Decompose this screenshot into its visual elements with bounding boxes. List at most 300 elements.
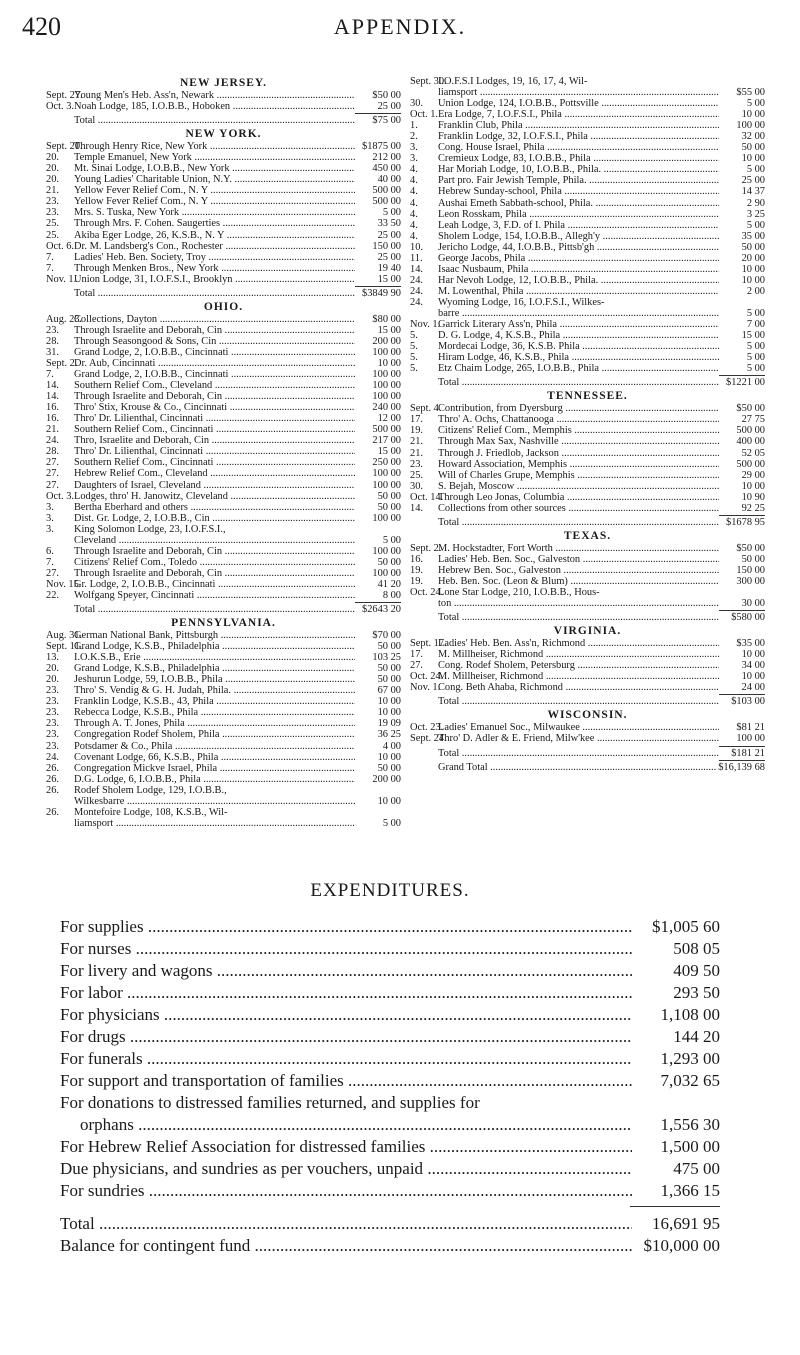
entry-description: S. Bejah, Moscow ..... xyxy=(438,481,719,492)
ledger-row xyxy=(410,198,765,209)
ledger-row xyxy=(410,297,765,308)
ledger-row xyxy=(46,446,401,457)
entry-amount: 25 00 xyxy=(377,251,401,263)
ledger-row xyxy=(46,535,401,546)
entry-description: Congregation Mickve Israel, Phila ..... xyxy=(74,763,355,774)
entry-date: 21. xyxy=(410,436,423,448)
ledger-row xyxy=(410,209,765,220)
section-heading: TEXAS. xyxy=(563,529,612,542)
entry-date: 4. xyxy=(410,208,418,220)
expenditure-label: For labor ..... xyxy=(60,982,632,1004)
grand-total-row xyxy=(438,762,765,773)
ledger-row xyxy=(410,352,765,363)
entry-date: 23. xyxy=(46,740,59,752)
entry-description: Through Menken Bros., New York ..... xyxy=(74,263,355,274)
expenditure-amount: 7,032 65 xyxy=(660,1071,720,1090)
ledger-row xyxy=(46,491,401,502)
entry-date: 7. xyxy=(46,556,54,568)
entry-amount: $70 00 xyxy=(372,630,401,642)
entry-date: 7. xyxy=(46,262,54,274)
entry-description: German National Bank, Pittsburgh ..... xyxy=(74,630,355,641)
ledger-row xyxy=(46,763,401,774)
expenditure-label: Due physicians, and sundries as per vouchers, unpaid ..... xyxy=(60,1158,632,1180)
section-total-row xyxy=(74,115,401,126)
entry-description: Leon Rosskam, Phila ..... xyxy=(438,209,719,220)
expenditure-label: For funerals ..... xyxy=(60,1048,632,1070)
entry-date: 23. xyxy=(410,458,423,470)
entry-amount: 100 00 xyxy=(736,120,765,132)
ledger-row xyxy=(46,435,401,446)
ledger-row xyxy=(410,341,765,352)
entry-date: Nov. 1. xyxy=(46,273,77,285)
entry-amount: 10 00 xyxy=(377,696,401,708)
entry-amount: 15 00 xyxy=(377,273,401,285)
state-section xyxy=(410,389,765,528)
ledger-row xyxy=(410,722,765,733)
ledger-row xyxy=(410,98,765,109)
ledger-row xyxy=(46,196,401,207)
entry-date: 23. xyxy=(46,207,59,219)
entry-date: 27. xyxy=(410,660,423,672)
entry-amount: 5 00 xyxy=(746,307,765,319)
entry-date: 6. xyxy=(46,545,54,557)
section-heading: NEW YORK. xyxy=(185,128,262,141)
total-label: Total ..... xyxy=(438,696,719,707)
ledger-row xyxy=(410,649,765,660)
entry-description: Aushai Emeth Sabbath-school, Phila. ..... xyxy=(438,198,719,209)
ledger-row xyxy=(46,630,401,641)
entry-amount: 5 00 xyxy=(746,363,765,375)
entry-amount: 500 00 xyxy=(372,196,401,208)
entry-amount: 24 00 xyxy=(741,682,765,694)
entry-amount: 52 05 xyxy=(741,447,765,459)
entry-amount: 10 00 xyxy=(741,671,765,683)
expenditure-row xyxy=(60,1180,720,1202)
entry-date: 30. xyxy=(410,98,423,110)
entry-date: 27. xyxy=(46,479,59,491)
entry-date: 24. xyxy=(410,274,423,286)
ledger-row xyxy=(410,153,765,164)
entry-description: Rodef Sholem Lodge, 129, I.O.B.B., xyxy=(74,784,227,796)
entry-description: Howard Association, Memphis ..... xyxy=(438,459,719,470)
ledger-row xyxy=(410,470,765,481)
entry-description: D.G. Lodge, 6, I.O.B.B., Phila ..... xyxy=(74,774,355,785)
entry-description: Wolfgang Speyer, Cincinnati ..... xyxy=(74,590,355,601)
entry-date: Oct. 24. xyxy=(410,671,444,683)
entry-date: 7. xyxy=(46,251,54,263)
entry-description: Daughters of Israel, Cleveland ..... xyxy=(74,480,355,491)
entry-amount: 5 00 xyxy=(746,98,765,110)
entry-date: 17. xyxy=(410,649,423,661)
entry-amount: 10 00 xyxy=(741,274,765,286)
expenditure-row xyxy=(60,1114,720,1136)
entry-amount: 33 50 xyxy=(377,218,401,230)
entry-description: Through Seasongood & Sons, Cin ..... xyxy=(74,336,355,347)
entry-description: Har Moriah Lodge, 10, I.O.B.B., Phila. ..... xyxy=(438,164,719,175)
entry-date: Aug. 31. xyxy=(46,630,83,642)
grand-total-amount: $16,139 68 xyxy=(718,761,765,773)
expenditure-label: For Hebrew Relief Association for distressed families ..... xyxy=(60,1136,632,1158)
entry-description: Rebecca Lodge, K.S.B., Phila ..... xyxy=(74,707,355,718)
expenditure-row xyxy=(60,1070,720,1092)
entry-date: 27. xyxy=(46,457,59,469)
entry-description: Citizens' Relief Com., Toledo ..... xyxy=(74,557,355,568)
entry-date: 3. xyxy=(46,523,54,535)
entry-date: 20. xyxy=(46,174,59,186)
ledger-row xyxy=(410,436,765,447)
entry-date: 16. xyxy=(410,553,423,565)
entry-date: 24. xyxy=(410,296,423,308)
ledger-row xyxy=(46,325,401,336)
expenditure-label: For physicians ..... xyxy=(60,1004,632,1026)
entry-date: Sept. 2. xyxy=(410,542,442,554)
entry-amount: 300 00 xyxy=(736,575,765,587)
ledger-row xyxy=(410,175,765,186)
entry-description: Thro' Dr. Lilienthal, Cincinnati ..... xyxy=(74,413,355,424)
expenditures-rule xyxy=(60,1202,720,1213)
entry-amount: 50 00 xyxy=(741,553,765,565)
entry-amount: 14 37 xyxy=(741,186,765,198)
entry-date: 23. xyxy=(46,324,59,336)
entry-date: 13. xyxy=(46,652,59,664)
entry-description: Hebrew Sunday-school, Phila ..... xyxy=(438,186,719,197)
entry-description: Through Israelite and Deborah, Cin ..... xyxy=(74,546,355,557)
ledger-row xyxy=(46,274,401,285)
entry-description: Franklin Lodge, K.S.B., 43, Phila ..... xyxy=(74,696,355,707)
entry-description: Citizens' Relief Com., Memphis ..... xyxy=(438,425,719,436)
page-number: 420 xyxy=(22,12,61,41)
entry-date: Oct. 24. xyxy=(410,587,444,599)
entry-amount: $50 00 xyxy=(736,542,765,554)
entry-amount: 50 00 xyxy=(377,674,401,686)
entry-amount: 32 00 xyxy=(741,131,765,143)
entry-date: Oct. 3. xyxy=(46,101,74,113)
ledger-row xyxy=(410,682,765,693)
expenditure-amount: 144 20 xyxy=(673,1027,720,1046)
ledger-row xyxy=(46,207,401,218)
entry-description: Garrick Literary Ass'n, Phila ..... xyxy=(438,319,719,330)
expenditure-row xyxy=(60,1026,720,1048)
entry-amount: 500 00 xyxy=(736,458,765,470)
entry-amount: 10 00 xyxy=(741,480,765,492)
entry-date: 4. xyxy=(410,186,418,198)
entry-description: Noah Lodge, 185, I.O.B.B., Hoboken ..... xyxy=(74,101,355,112)
entry-date: 19. xyxy=(410,575,423,587)
entry-amount: 150 00 xyxy=(372,240,401,252)
entry-date: 20. xyxy=(46,152,59,164)
entry-amount: 10 90 xyxy=(741,491,765,503)
ledger-row xyxy=(46,696,401,707)
state-section xyxy=(46,127,401,299)
entry-description: Young Ladies' Charitable Union, N.Y. ..... xyxy=(74,174,355,185)
entry-date: Nov. 1. xyxy=(410,682,441,694)
ledger-row xyxy=(410,186,765,197)
entry-description: Franklin Club, Phila ..... xyxy=(438,120,719,131)
entry-description: Grand Lodge, K.S.B., Philadelphia ..... xyxy=(74,641,355,652)
ledger-row xyxy=(410,503,765,514)
section-total-row xyxy=(438,612,765,623)
ledger-row xyxy=(46,546,401,557)
entry-amount: 50 00 xyxy=(377,490,401,502)
balance-amount: $10,000 00 xyxy=(643,1236,720,1255)
ledger-row xyxy=(410,120,765,131)
ledger-row xyxy=(46,241,401,252)
ledger-row xyxy=(46,263,401,274)
entry-description: Hebrew Relief Com., Cleveland ..... xyxy=(74,468,355,479)
expenditures-list xyxy=(60,916,720,1257)
entry-amount: 41 20 xyxy=(377,578,401,590)
entry-date: 2. xyxy=(410,131,418,143)
entry-date: 28. xyxy=(46,446,59,458)
entry-date: 26. xyxy=(46,773,59,785)
ledger-row xyxy=(46,524,401,535)
ledger-row xyxy=(410,554,765,565)
ledger-row xyxy=(410,142,765,153)
entry-description: Jericho Lodge, 44, I.O.B.B., Pittsb'gh ..... xyxy=(438,242,719,253)
entry-date: 1. xyxy=(410,120,418,132)
entry-date: 20. xyxy=(46,663,59,675)
ledger-row xyxy=(410,220,765,231)
entry-description: Cong. Rodef Sholem, Petersburg ..... xyxy=(438,660,719,671)
entry-description: Through Max Sax, Nashville ..... xyxy=(438,436,719,447)
entry-amount: 5 00 xyxy=(746,341,765,353)
entry-date: 30. xyxy=(410,480,423,492)
ledger-row xyxy=(46,336,401,347)
expenditure-label: For livery and wagons ..... xyxy=(60,960,632,982)
entry-description: Mordecai Lodge, 36, K.S.B. Phila ..... xyxy=(438,341,719,352)
ledger-row xyxy=(46,402,401,413)
ledger-row xyxy=(410,87,765,98)
expenditures-heading: EXPENDITURES. xyxy=(310,880,470,901)
entry-description: Etz Chaim Lodge, 265, I.O.B.B., Phila ..... xyxy=(438,363,719,374)
entry-date: Sept. 11. xyxy=(46,641,83,653)
entry-description: Lodges, thro' H. Janowitz, Cleveland ..... xyxy=(74,491,355,502)
entry-description: Cong. House Israel, Phila ..... xyxy=(438,142,719,153)
entry-description: Hebrew Ben. Soc., Galveston ..... xyxy=(438,565,719,576)
entry-amount: 30 00 xyxy=(741,598,765,610)
expenditure-amount: 293 50 xyxy=(673,983,720,1002)
ledger-row xyxy=(410,598,765,609)
entry-date: 31. xyxy=(46,346,59,358)
entry-description: Thro, Israelite and Deborah, Cin ..... xyxy=(74,435,355,446)
ledger-row xyxy=(410,231,765,242)
expenditure-row xyxy=(60,1136,720,1158)
entry-date: 3. xyxy=(410,153,418,165)
ledger-row xyxy=(410,109,765,120)
entry-amount: 500 00 xyxy=(736,425,765,437)
expenditure-row xyxy=(60,1092,720,1114)
page-header xyxy=(0,12,800,52)
entry-amount: 8 00 xyxy=(382,589,401,601)
section-heading: PENNSYLVANIA. xyxy=(171,617,276,630)
state-section xyxy=(410,76,765,388)
entry-description: Grand Lodge, K.S.B., Philadelphia ..... xyxy=(74,663,355,674)
entry-description: Dr. M. Landsberg's Con., Rochester ..... xyxy=(74,241,355,252)
entry-amount: 7 00 xyxy=(746,319,765,331)
ledger-row xyxy=(46,90,401,101)
ledger-row xyxy=(46,741,401,752)
entry-description: Isaac Nusbaum, Phila ..... xyxy=(438,264,719,275)
ledger-row xyxy=(46,685,401,696)
ledger-row xyxy=(410,242,765,253)
ledger-row xyxy=(410,275,765,286)
entry-description: Cremieux Lodge, 83, I.O.B.B., Phila ..... xyxy=(438,153,719,164)
entry-amount: 25 00 xyxy=(377,101,401,113)
entry-date: 21. xyxy=(46,185,59,197)
entry-amount: 200 00 xyxy=(372,773,401,785)
ledger-row xyxy=(46,468,401,479)
entry-description: Hiram Lodge, 46, K.S.B., Phila ..... xyxy=(438,352,719,363)
ledger-row xyxy=(410,733,765,744)
entry-amount: 25 00 xyxy=(377,229,401,241)
entry-amount: 240 00 xyxy=(372,402,401,414)
entry-date: 27. xyxy=(46,567,59,579)
entry-amount: 100 00 xyxy=(372,391,401,403)
entry-date: 27. xyxy=(46,468,59,480)
entry-amount: 2 90 xyxy=(746,197,765,209)
entry-description: Franklin Lodge, 32, I.O.F.S.I., Phila ..... xyxy=(438,131,719,142)
entry-date: 19. xyxy=(410,425,423,437)
entry-amount: 150 00 xyxy=(736,564,765,576)
expenditures-total-amount: 16,691 95 xyxy=(652,1214,720,1233)
entry-date: 26. xyxy=(46,806,59,818)
entry-description: Collections from other sources ..... xyxy=(438,503,719,514)
entry-description: Sholem Lodge, 154, I.O.B.B., Allegh'y ..... xyxy=(438,231,719,242)
entry-date: 23. xyxy=(46,718,59,730)
expenditure-label: For sundries ..... xyxy=(60,1180,632,1202)
entry-date: 25. xyxy=(46,229,59,241)
expenditure-amount: 1,366 15 xyxy=(660,1181,720,1200)
expenditure-row xyxy=(60,938,720,960)
entry-amount: 50 00 xyxy=(741,241,765,253)
ledger-row xyxy=(46,101,401,112)
ledger-row xyxy=(46,358,401,369)
entry-amount: 100 00 xyxy=(372,479,401,491)
entry-description: liamsport ..... xyxy=(438,87,719,98)
entry-description: Wilkesbarre ..... xyxy=(74,796,355,807)
entry-description: Temple Emanuel, New York ..... xyxy=(74,152,355,163)
entry-amount: 100 00 xyxy=(736,733,765,745)
ledger-row xyxy=(410,330,765,341)
entry-amount: 10 00 xyxy=(741,109,765,121)
expenditure-label: For support and transportation of families ..... xyxy=(60,1070,632,1092)
state-section xyxy=(46,76,401,126)
entry-date: Sept. 4. xyxy=(410,403,442,415)
entry-amount: 50 00 xyxy=(377,641,401,653)
entry-date: 20. xyxy=(46,163,59,175)
entry-description: Bertha Eberhard and others ..... xyxy=(74,502,355,513)
entry-amount: 34 00 xyxy=(741,660,765,672)
balance-row xyxy=(60,1235,720,1257)
entry-amount: 10 00 xyxy=(377,795,401,807)
section-heading: VIRGINIA. xyxy=(553,625,622,638)
section-total-row xyxy=(438,377,765,388)
total-label: Total ..... xyxy=(438,377,719,388)
ledger-row xyxy=(410,253,765,264)
expenditure-label: orphans ..... xyxy=(60,1114,632,1136)
grand-total-label: Grand Total ..... xyxy=(438,762,716,773)
entry-description: Southern Relief Com., Cincinnati ..... xyxy=(74,424,355,435)
ledger-row xyxy=(410,414,765,425)
expenditure-amount: 1,108 00 xyxy=(660,1005,720,1024)
entry-amount: 500 00 xyxy=(372,424,401,436)
entry-amount: 5 00 xyxy=(746,352,765,364)
entry-amount: 20 00 xyxy=(741,252,765,264)
expenditure-row xyxy=(60,1048,720,1070)
ledger-row xyxy=(46,674,401,685)
ledger-row xyxy=(46,457,401,468)
ledger-row xyxy=(46,557,401,568)
entry-description: M. Lowenthal, Phila ..... xyxy=(438,286,719,297)
entry-date: 10. xyxy=(410,241,423,253)
section-heading: WISCONSIN. xyxy=(547,709,628,722)
entry-date: 23. xyxy=(46,707,59,719)
section-heading: TENNESSEE. xyxy=(547,390,628,403)
ledger-row xyxy=(46,185,401,196)
entry-description: Part pro. Fair Jewish Temple, Phila. ..... xyxy=(438,175,719,186)
entry-description: Thro' Dr. Lilienthal, Cincinnati ..... xyxy=(74,446,355,457)
entry-description: Gr. Lodge, 2, I.O.B.B., Cincinnati ..... xyxy=(74,579,355,590)
ledger-row xyxy=(46,480,401,491)
entry-amount: 15 00 xyxy=(377,446,401,458)
entry-date: 25. xyxy=(410,469,423,481)
entry-description: Wyoming Lodge, 16, I.O.F.S.I., Wilkes- xyxy=(438,296,605,308)
entry-date: 26. xyxy=(46,762,59,774)
ledger-row xyxy=(46,641,401,652)
entry-description: Grand Lodge, 2, I.O.B.B., Cincinnati ..... xyxy=(74,347,355,358)
entry-description: Through Mrs. F. Cohen. Saugerties ..... xyxy=(74,218,355,229)
entry-amount: 36 25 xyxy=(377,729,401,741)
entry-amount: 2 00 xyxy=(746,285,765,297)
state-section xyxy=(410,708,765,772)
entry-amount: $35 00 xyxy=(736,638,765,650)
ledger-row xyxy=(410,319,765,330)
expenditures-total-label: Total ..... xyxy=(60,1213,632,1235)
entry-amount: 35 00 xyxy=(741,230,765,242)
entry-amount: 5 00 xyxy=(382,817,401,829)
entry-date: 16. xyxy=(46,402,59,414)
entry-date: 5. xyxy=(410,341,418,353)
entry-amount: 27 75 xyxy=(741,414,765,426)
entry-description: Collections, Dayton ..... xyxy=(74,314,355,325)
entry-date: Sept. 2. xyxy=(46,357,78,369)
ledger-row xyxy=(410,425,765,436)
entry-amount: 103 25 xyxy=(372,652,401,664)
entry-date: Sept. 17. xyxy=(410,638,447,650)
ledger-row xyxy=(46,652,401,663)
expenditure-amount: 475 00 xyxy=(673,1159,720,1178)
ledger-row xyxy=(46,413,401,424)
entry-description: I.O.F.S.I Lodges, 19, 16, 17, 4, Wil- xyxy=(438,76,588,87)
ledger-row xyxy=(410,308,765,319)
entry-amount: $81 21 xyxy=(736,722,765,734)
ledger-row xyxy=(46,513,401,524)
total-amount: $181 21 xyxy=(731,747,765,759)
entry-date: 16. xyxy=(46,413,59,425)
entry-date: Nov. 1. xyxy=(410,319,441,331)
entry-description: Grand Lodge, 2, I.O.B.B., Cincinnati ..... xyxy=(74,369,355,380)
entry-description: Heb. Ben. Soc. (Leon & Blum) ..... xyxy=(438,576,719,587)
entry-amount: $80 00 xyxy=(372,313,401,325)
entry-amount: $55 00 xyxy=(736,87,765,99)
entry-amount: 92 25 xyxy=(741,502,765,514)
entry-description: Yellow Fever Relief Com., N. Y ..... xyxy=(74,185,355,196)
entry-description: I.O.K.S.B., Erie ..... xyxy=(74,652,355,663)
entry-date: 5. xyxy=(410,352,418,364)
expenditure-amount: 1,293 00 xyxy=(660,1049,720,1068)
entry-date: 14. xyxy=(410,263,423,275)
total-amount: $75 00 xyxy=(372,115,401,127)
